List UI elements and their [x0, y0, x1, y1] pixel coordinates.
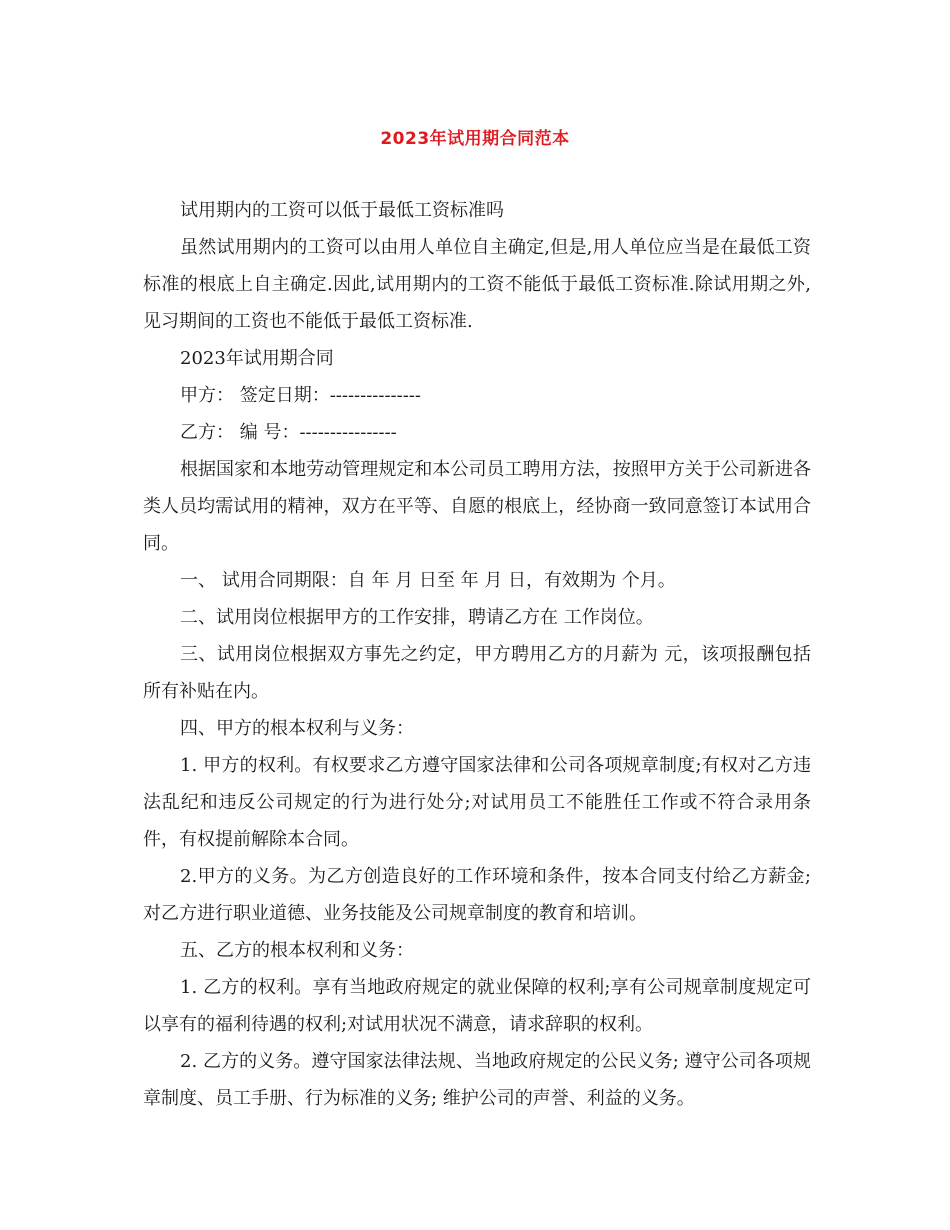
party-b-line: 乙方： 编 号：----------------: [180, 422, 397, 443]
clause-5-2: 2. 乙方的义务。遵守国家法律法规、当地政府规定的公民义务; 遵守公司各项规章制度、员工手册、行为标准的义务; 维护公司的声誉、利益的义务。: [143, 1051, 811, 1109]
paragraph-answer: 虽然试用期内的工资可以由用人单位自主确定,但是,用人单位应当是在最低工资标准的根底上自主确定.因此,试用期内的工资不能低于最低工资标准.除试用期之外,见习期间的工资也不能低于最低工资标准.: [143, 237, 811, 332]
clause-2: 二、试用岗位根据甲方的工作安排，聘请乙方在 工作岗位。: [180, 607, 654, 628]
paragraph-preamble: 根据国家和本地劳动管理规定和本公司员工聘用方法，按照甲方关于公司新进各类人员均需试用的精神，双方在平等、自愿的根底上，经协商一致同意签订本试用合同。: [143, 459, 811, 554]
document-title: 2023年试用期合同范本: [380, 129, 570, 149]
contract-heading: 2023年试用期合同: [180, 348, 334, 369]
clause-4-2: 2.甲方的义务。为乙方创造良好的工作环境和条件，按本合同支付给乙方薪金;对乙方进行职业道德、业务技能及公司规章制度的教育和培训。: [143, 866, 811, 924]
clause-5-heading: 五、乙方的根本权利和义务：: [180, 940, 414, 961]
document-body: [143, 192, 811, 1117]
clause-1: 一、 试用合同期限：自 年 月 日至 年 月 日，有效期为 个月。: [180, 570, 676, 591]
clause-5-1: 1. 乙方的权利。享有当地政府规定的就业保障的权利;享有公司规章制度规定可以享有的福利待遇的权利;对试用状况不满意，请求辞职的权利。: [143, 977, 811, 1035]
party-a-line: 甲方： 签定日期：---------------: [180, 385, 421, 406]
clause-3: 三、试用岗位根据双方事先之约定，甲方聘用乙方的月薪为 元，该项报酬包括所有补贴在内。: [143, 644, 811, 702]
clause-4-1: 1. 甲方的权利。有权要求乙方遵守国家法律和公司各项规章制度;有权对乙方违法乱纪和违反公司规定的行为进行处分;对试用员工不能胜任工作或不符合录用条件，有权提前解除本合同。: [143, 755, 811, 850]
clause-4-heading: 四、甲方的根本权利与义务：: [180, 718, 414, 739]
paragraph-question: 试用期内的工资可以低于最低工资标准吗: [180, 200, 504, 221]
